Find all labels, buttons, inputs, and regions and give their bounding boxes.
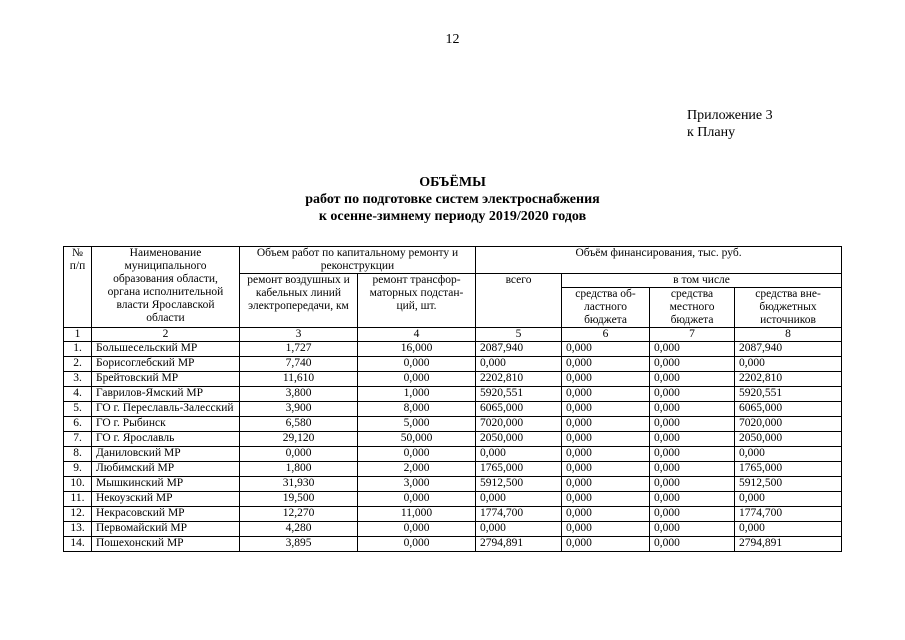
municipality-name: Борисоглебский МР — [92, 357, 240, 372]
row-number: 13. — [64, 522, 92, 537]
lines-km: 3,900 — [240, 402, 358, 417]
header-regional: средства об-ластного бюджета — [562, 288, 650, 328]
table-row — [64, 492, 842, 507]
financing-regional: 0,000 — [562, 462, 650, 477]
table-row — [64, 537, 842, 552]
municipality-name: ГО г. Переславль-Залесский — [92, 402, 240, 417]
municipality-name: Любимский МР — [92, 462, 240, 477]
header-local: средства местного бюджета — [650, 288, 735, 328]
title-line-3: к осенне-зимнему периоду 2019/2020 годов — [318, 209, 587, 224]
volumes-table — [63, 246, 842, 552]
financing-local: 0,000 — [650, 372, 735, 387]
table-row — [64, 522, 842, 537]
municipality-name: Брейтовский МР — [92, 372, 240, 387]
financing-extra: 2794,891 — [735, 537, 842, 552]
financing-regional: 0,000 — [562, 402, 650, 417]
financing-total: 0,000 — [476, 522, 562, 537]
row-number: 4. — [64, 387, 92, 402]
transformers-count: 1,000 — [358, 387, 476, 402]
lines-km: 29,120 — [240, 432, 358, 447]
row-number: 7. — [64, 432, 92, 447]
header-total: всего — [476, 274, 562, 328]
header-lines: ремонт воздушных и кабельных линий электропередачи, км — [240, 274, 358, 328]
municipality-name: Пошехонский МР — [92, 537, 240, 552]
financing-extra: 0,000 — [735, 522, 842, 537]
table-row — [64, 387, 842, 402]
transformers-count: 2,000 — [358, 462, 476, 477]
header-number: № п/п — [64, 247, 92, 328]
appendix-line-2: к Плану — [687, 125, 736, 140]
transformers-count: 16,000 — [358, 342, 476, 357]
table-row — [64, 462, 842, 477]
table-row — [64, 477, 842, 492]
financing-local: 0,000 — [650, 342, 735, 357]
header-extra: средства вне-бюджетных источников — [735, 288, 842, 328]
table-row — [64, 432, 842, 447]
financing-local: 0,000 — [650, 507, 735, 522]
financing-regional: 0,000 — [562, 342, 650, 357]
transformers-count: 0,000 — [358, 447, 476, 462]
financing-extra: 1774,700 — [735, 507, 842, 522]
transformers-count: 0,000 — [358, 522, 476, 537]
financing-local: 0,000 — [650, 402, 735, 417]
financing-total: 5920,551 — [476, 387, 562, 402]
financing-extra: 5912,500 — [735, 477, 842, 492]
financing-extra: 2050,000 — [735, 432, 842, 447]
column-index: 1 — [64, 328, 92, 342]
municipality-name: Даниловский МР — [92, 447, 240, 462]
transformers-count: 5,000 — [358, 417, 476, 432]
financing-total: 6065,000 — [476, 402, 562, 417]
financing-total: 2050,000 — [476, 432, 562, 447]
financing-total: 0,000 — [476, 357, 562, 372]
row-number: 11. — [64, 492, 92, 507]
lines-km: 1,727 — [240, 342, 358, 357]
header-financing: Объём финансирования, тыс. руб. — [476, 247, 842, 274]
column-index: 8 — [735, 328, 842, 342]
table-row — [64, 507, 842, 522]
column-index: 4 — [358, 328, 476, 342]
municipality-name: Первомайский МР — [92, 522, 240, 537]
financing-extra: 2087,940 — [735, 342, 842, 357]
financing-total: 1774,700 — [476, 507, 562, 522]
lines-km: 31,930 — [240, 477, 358, 492]
financing-total: 5912,500 — [476, 477, 562, 492]
financing-extra: 0,000 — [735, 492, 842, 507]
financing-regional: 0,000 — [562, 372, 650, 387]
row-number: 2. — [64, 357, 92, 372]
financing-total: 0,000 — [476, 447, 562, 462]
row-number: 12. — [64, 507, 92, 522]
lines-km: 7,740 — [240, 357, 358, 372]
municipality-name: Мышкинский МР — [92, 477, 240, 492]
document-title — [0, 174, 905, 225]
table-body — [64, 328, 842, 552]
lines-km: 12,270 — [240, 507, 358, 522]
table-row — [64, 417, 842, 432]
row-number: 9. — [64, 462, 92, 477]
appendix-line-1: Приложение 3 — [687, 108, 773, 123]
header-including: в том числе — [562, 274, 842, 288]
header-name: Наименование муниципального образования области, органа исполнительной власти Ярославской области — [92, 247, 240, 328]
financing-extra: 0,000 — [735, 447, 842, 462]
column-index: 2 — [92, 328, 240, 342]
row-number: 3. — [64, 372, 92, 387]
lines-km: 3,800 — [240, 387, 358, 402]
financing-local: 0,000 — [650, 387, 735, 402]
table-header — [64, 247, 842, 328]
column-index: 5 — [476, 328, 562, 342]
row-number: 5. — [64, 402, 92, 417]
table-row — [64, 357, 842, 372]
title-line-1: ОБЪЁМЫ — [419, 175, 486, 190]
financing-total: 7020,000 — [476, 417, 562, 432]
financing-local: 0,000 — [650, 522, 735, 537]
table-row — [64, 372, 842, 387]
financing-total: 2087,940 — [476, 342, 562, 357]
financing-regional: 0,000 — [562, 507, 650, 522]
lines-km: 11,610 — [240, 372, 358, 387]
transformers-count: 50,000 — [358, 432, 476, 447]
municipality-name: ГО г. Ярославль — [92, 432, 240, 447]
transformers-count: 0,000 — [358, 537, 476, 552]
row-number: 6. — [64, 417, 92, 432]
lines-km: 6,580 — [240, 417, 358, 432]
appendix-reference — [687, 107, 773, 141]
financing-regional: 0,000 — [562, 522, 650, 537]
transformers-count: 0,000 — [358, 492, 476, 507]
financing-total: 2202,810 — [476, 372, 562, 387]
municipality-name: Большесельский МР — [92, 342, 240, 357]
financing-extra: 6065,000 — [735, 402, 842, 417]
page-number: 12 — [445, 32, 460, 47]
transformers-count: 0,000 — [358, 372, 476, 387]
financing-regional: 0,000 — [562, 417, 650, 432]
financing-extra: 1765,000 — [735, 462, 842, 477]
municipality-name: Некоузский МР — [92, 492, 240, 507]
transformers-count: 0,000 — [358, 357, 476, 372]
lines-km: 1,800 — [240, 462, 358, 477]
financing-regional: 0,000 — [562, 432, 650, 447]
table-row — [64, 447, 842, 462]
row-number: 1. — [64, 342, 92, 357]
transformers-count: 8,000 — [358, 402, 476, 417]
financing-total: 2794,891 — [476, 537, 562, 552]
financing-extra: 2202,810 — [735, 372, 842, 387]
lines-km: 19,500 — [240, 492, 358, 507]
transformers-count: 11,000 — [358, 507, 476, 522]
lines-km: 4,280 — [240, 522, 358, 537]
financing-total: 0,000 — [476, 492, 562, 507]
table-row — [64, 342, 842, 357]
financing-local: 0,000 — [650, 417, 735, 432]
row-number: 10. — [64, 477, 92, 492]
financing-local: 0,000 — [650, 462, 735, 477]
financing-local: 0,000 — [650, 357, 735, 372]
lines-km: 3,895 — [240, 537, 358, 552]
financing-regional: 0,000 — [562, 537, 650, 552]
financing-regional: 0,000 — [562, 447, 650, 462]
column-index: 3 — [240, 328, 358, 342]
financing-local: 0,000 — [650, 477, 735, 492]
row-number: 8. — [64, 447, 92, 462]
financing-regional: 0,000 — [562, 492, 650, 507]
column-index: 6 — [562, 328, 650, 342]
financing-regional: 0,000 — [562, 357, 650, 372]
municipality-name: Гаврилов-Ямский МР — [92, 387, 240, 402]
municipality-name: ГО г. Рыбинск — [92, 417, 240, 432]
municipality-name: Некрасовский МР — [92, 507, 240, 522]
table-row — [64, 402, 842, 417]
financing-extra: 0,000 — [735, 357, 842, 372]
header-transformers: ремонт трансфор-маторных подстан-ций, шт. — [358, 274, 476, 328]
lines-km: 0,000 — [240, 447, 358, 462]
financing-regional: 0,000 — [562, 387, 650, 402]
financing-total: 1765,000 — [476, 462, 562, 477]
header-works: Объем работ по капитальному ремонту и реконструкции — [240, 247, 476, 274]
title-line-2: работ по подготовке систем электроснабжения — [305, 192, 600, 207]
financing-extra: 5920,551 — [735, 387, 842, 402]
column-index: 7 — [650, 328, 735, 342]
transformers-count: 3,000 — [358, 477, 476, 492]
financing-local: 0,000 — [650, 432, 735, 447]
financing-regional: 0,000 — [562, 477, 650, 492]
column-index-row — [64, 328, 842, 342]
financing-local: 0,000 — [650, 537, 735, 552]
row-number: 14. — [64, 537, 92, 552]
financing-local: 0,000 — [650, 492, 735, 507]
financing-local: 0,000 — [650, 447, 735, 462]
financing-extra: 7020,000 — [735, 417, 842, 432]
